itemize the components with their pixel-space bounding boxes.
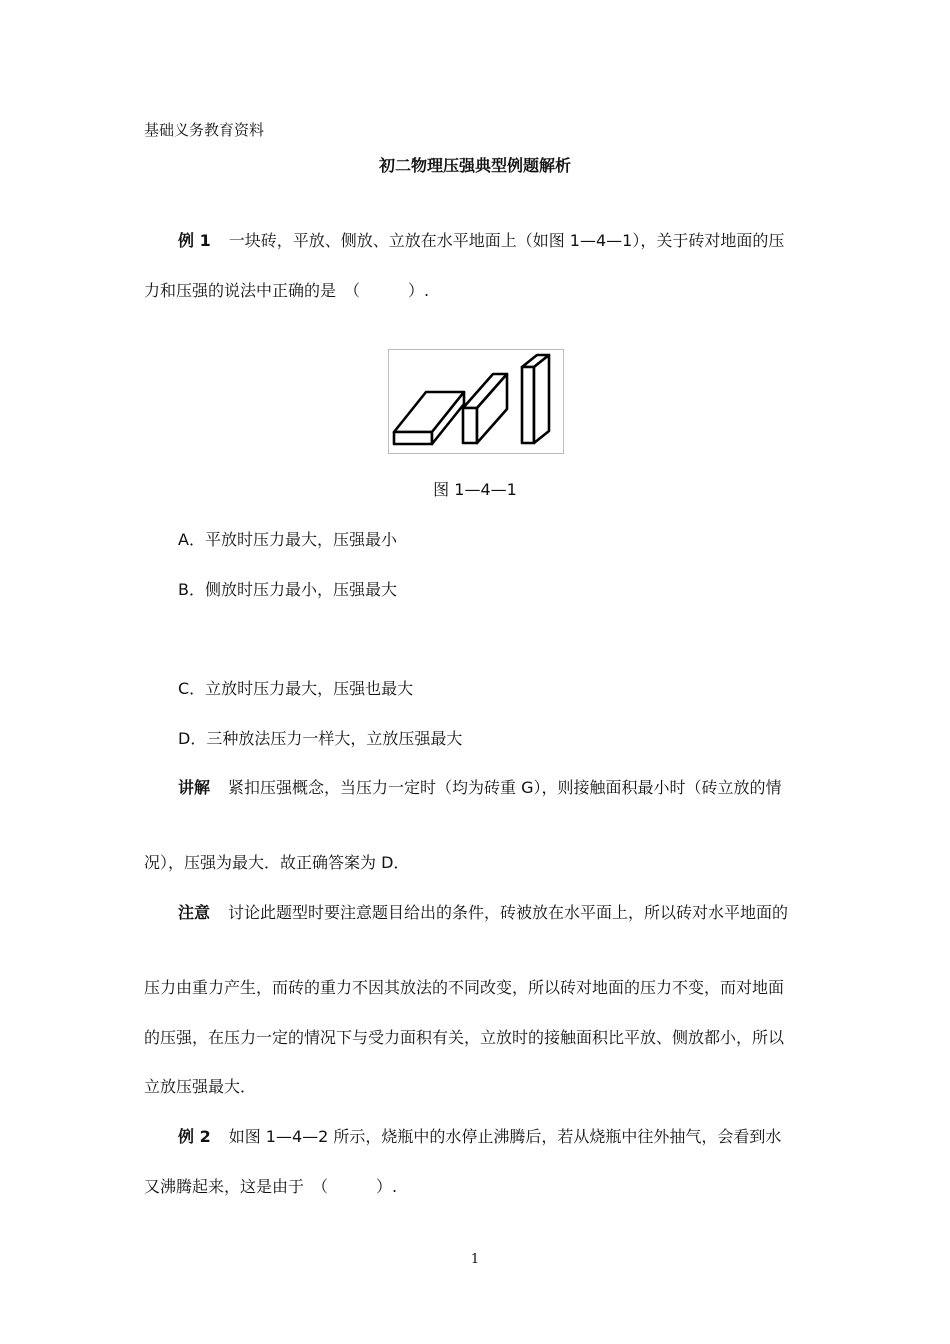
note-line4: 立放压强最大． [144, 1077, 257, 1096]
option-b: B．侧放时压力最小，压强最大 [178, 580, 397, 599]
brick-figure [388, 349, 564, 454]
option-a: A．平放时压力最大，压强最小 [178, 530, 397, 549]
figure-caption: 图 1—4—1 [433, 480, 517, 499]
note-line2: 压力由重力产生，而砖的重力不因其放法的不同改变，所以砖对地面的压力不变，而对地面 [144, 978, 785, 997]
explain-line1 [178, 775, 782, 798]
upright-brick-side [534, 355, 549, 443]
page-number: 1 [470, 1252, 480, 1267]
note-label: 注意 [178, 903, 211, 922]
note-line1 [178, 900, 788, 923]
upright-brick-front [522, 367, 534, 443]
brick-drawing [389, 350, 563, 453]
example1-line1 [178, 228, 784, 251]
explain-line2: 况），压强为最大．故正确答案为 D． [144, 853, 410, 872]
option-d: D．三种放法压力一样大，立放压强最大 [178, 729, 463, 748]
example2-line2: 又沸腾起来，这是由于 （ ）. [144, 1177, 398, 1196]
explain-label: 讲解 [178, 778, 211, 797]
option-c: C．立放时压力最大，压强也最大 [178, 679, 414, 698]
example1-line2: 力和压强的说法中正确的是 （ ）. [144, 281, 430, 300]
document-header: 基础义务教育资料 [144, 121, 265, 139]
example2-text: 如图 1—4—2 所示，烧瓶中的水停止沸腾后，若从烧瓶中往外抽气，会看到水 [228, 1127, 782, 1146]
flat-brick-front [394, 432, 432, 444]
example1-text: 一块砖，平放、侧放、立放在水平地面上（如图 1—4—1），关于砖对地面的压 [228, 231, 785, 250]
note-line3: 的压强，在压力一定的情况下与受力面积有关，立放时的接触面积比平放、侧放都小，所以 [144, 1028, 785, 1047]
page-title: 初二物理压强典型例题解析 [378, 156, 571, 175]
example1-label: 例 1 [178, 231, 211, 250]
example2-label: 例 2 [178, 1127, 211, 1146]
explain-text: 紧扣压强概念，当压力一定时（均为砖重 G），则接触面积最小时（砖立放的情 [228, 778, 782, 797]
example2-line1 [178, 1124, 781, 1147]
note-text: 讨论此题型时要注意题目给出的条件，砖被放在水平面上，所以砖对水平地面的 [228, 903, 789, 922]
side-brick-front [463, 408, 477, 443]
